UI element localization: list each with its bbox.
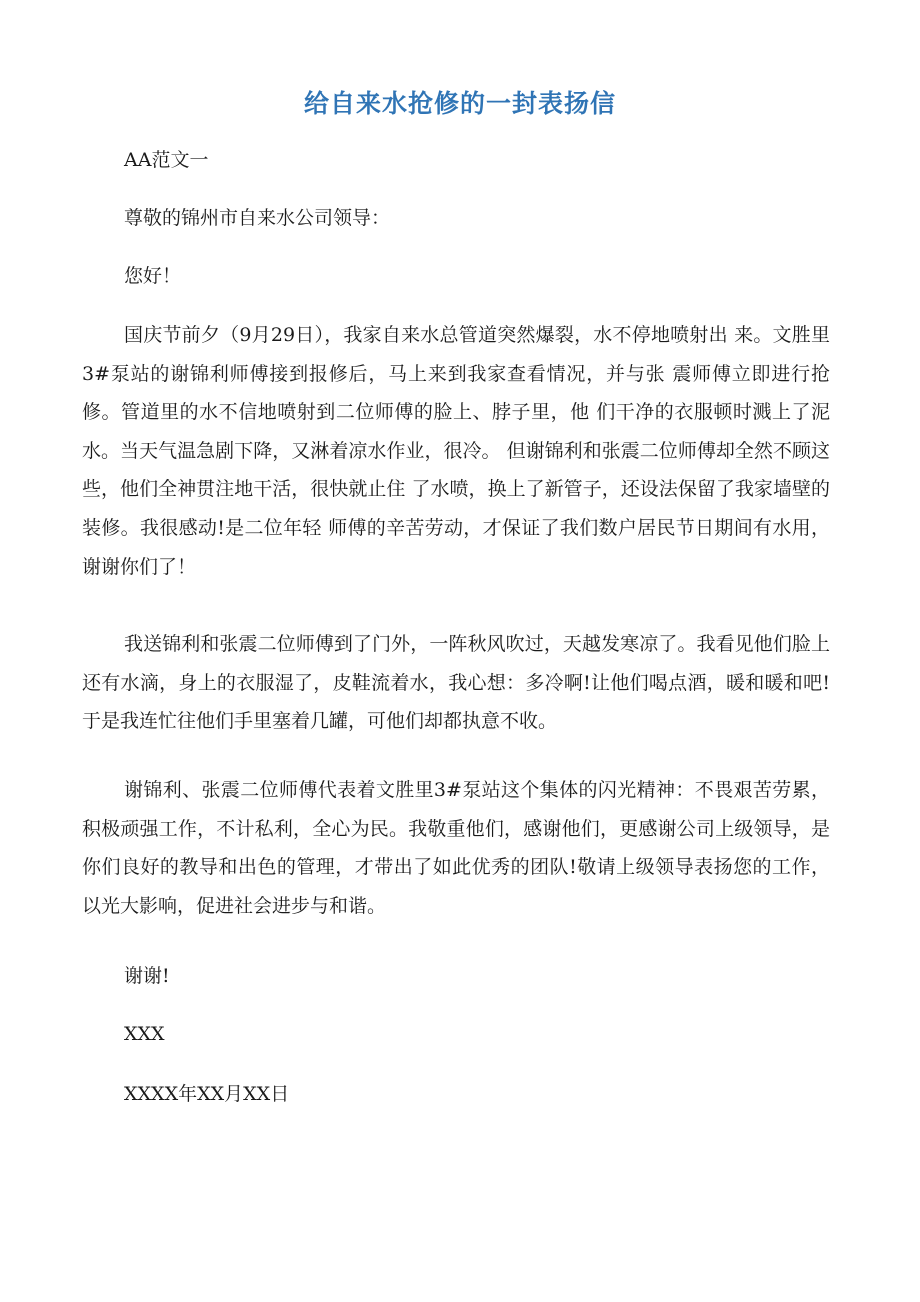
- document-title: 给自来水抢修的一封表扬信: [303, 89, 616, 118]
- date: XXXX年XX月XX日: [124, 1083, 290, 1105]
- signature: XXX: [124, 1023, 165, 1045]
- paragraph-1: 国庆节前夕（9月29日），我家自来水总管道突然爆裂，水不停地喷射出 来。文胜里3#泵站的谢锦利师傅接到报修后，马上来到我家查看情况，并与张 震师傅立即进行抢修。管道里的水不信地喷射到二位师傅的脸上、脖子里，他 们干净的衣服顿时溅上了泥水。当天气温急剧下降，又淋着凉水作业，很冷。 但谢锦利和张震二位师傅却全然不顾这些，他们全神贯注地干活，很快就止住 了水喷，换上了新管子，还设法保留了我家墙壁的装修。我很感动!是二位年轻 师傅的辛苦劳动，才保证了我们数户居民节日期间有水用，谢谢你们了！: [82, 324, 830, 578]
- document-label: AA范文一: [124, 149, 209, 171]
- greeting: 您好！: [124, 265, 182, 287]
- paragraph-3: 谢锦利、张震二位师傅代表着文胜里3#泵站这个集体的闪光精神：不畏艰苦劳累，积极顽强工作，不计私利，全心为民。我敬重他们，感谢他们，更感谢公司上级领导，是你们良好的教导和出色的管理，才带出了如此优秀的团队!敬请上级领导表扬您的工作，以光大影响，促进社会进步与和谐。: [82, 779, 830, 917]
- salutation: 尊敬的锦州市自来水公司领导：: [124, 207, 391, 229]
- closing: 谢谢!: [124, 965, 170, 987]
- paragraph-2: 我送锦利和张震二位师傅到了门外，一阵秋风吹过，天越发寒凉了。我看见他们脸上还有水滴，身上的衣服湿了，皮鞋流着水，我心想：多冷啊!让他们喝点酒，暖和暖和吧!于是我连忙往他们手里塞着几罐，可他们却都执意不收。: [82, 633, 830, 733]
